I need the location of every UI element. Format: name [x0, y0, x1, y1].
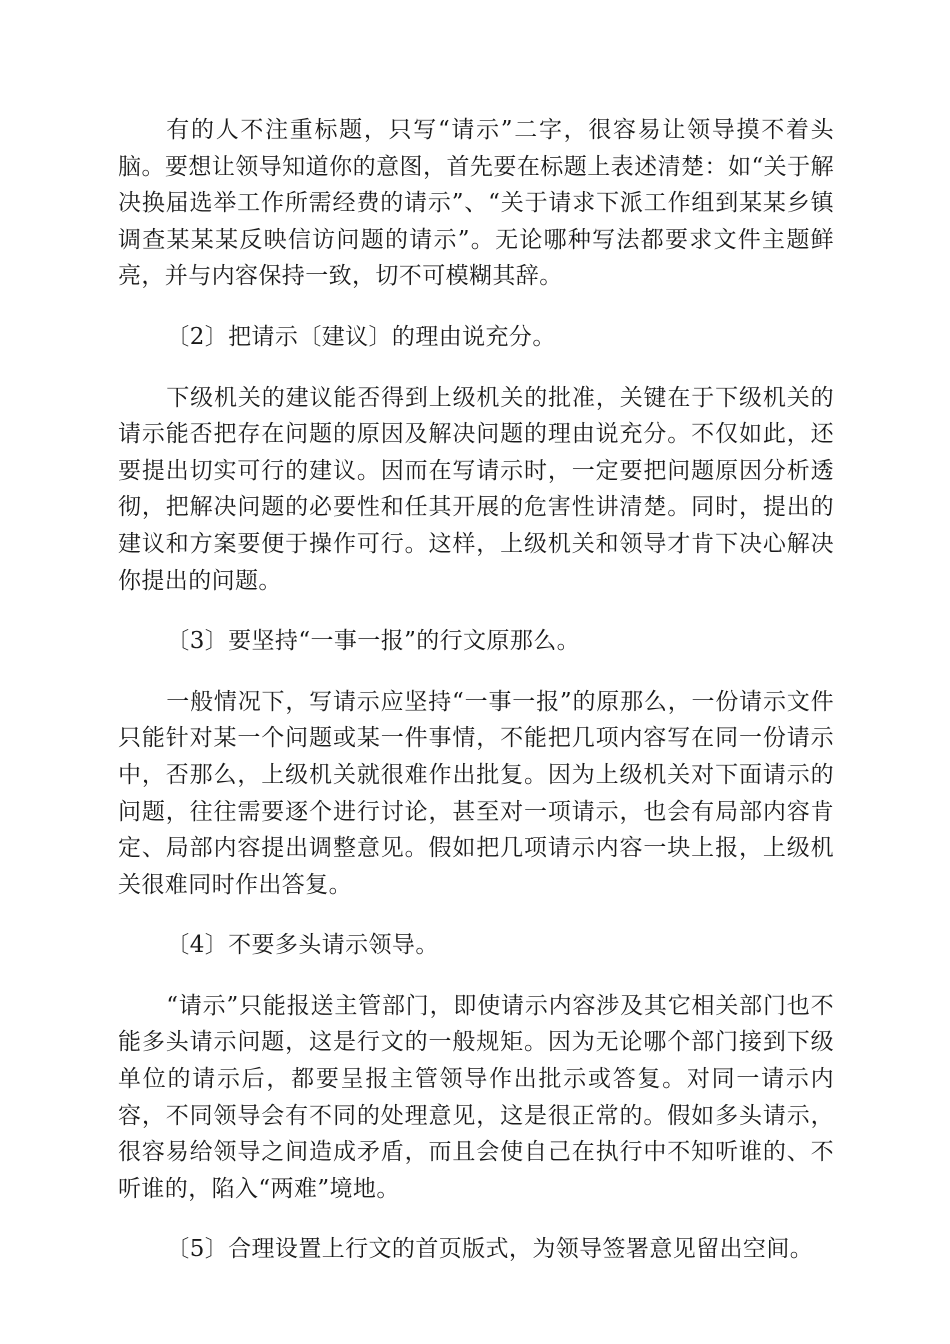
- paragraph-one-matter: 一般情况下，写请示应坚持“一事一报”的原那么，一份请示文件只能针对某一个问题或某一件事情，不能把几项内容写在同一份请示中，否那么，上级机关就很难作出批复。因为上级机关对下面请示的问题，往往需要逐个进行讨论，甚至对一项请示，也会有局部内容肯定、局部内容提出调整意见。假如把几项请示内容一块上报，上级机关很难同时作出答复。: [118, 688, 834, 898]
- heading-point-2: 〔2〕把请示〔建议〕的理由说充分。: [166, 323, 556, 350]
- paragraph-multiple-leaders: “请示”只能报送主管部门，即使请示内容涉及其它相关部门也不能多头请示问题，这是行文的一般规矩。因为无论哪个部门接到下级单位的请示后，都要呈报主管领导作出批示或答复。对同一请示内容，不同领导会有不同的处理意见，这是很正常的。假如多头请示，很容易给领导之间造成矛盾，而且会使自己在执行中不知听谁的、不听谁的，陷入“两难”境地。: [118, 992, 834, 1202]
- paragraph-reasons: 下级机关的建议能否得到上级机关的批准，关键在于下级机关的请示能否把存在问题的原因及解决问题的理由说充分。不仅如此，还要提出切实可行的建议。因而在写请示时，一定要把问题原因分析透彻，把解决问题的必要性和任其开展的危害性讲清楚。同时，提出的建议和方案要便于操作可行。这样，上级机关和领导才肯下决心解决你提出的问题。: [118, 384, 834, 594]
- heading-point-4: 〔4〕不要多头请示领导。: [166, 932, 439, 959]
- paragraph-title-clarity: 有的人不注重标题，只写“请示”二字，很容易让领导摸不着头脑。要想让领导知道你的意图，首先要在标题上表述清楚：如“关于解决换届选举工作所需经费的请示”、“关于请求下派工作组到某某乡镇调查某某某反映信访问题的请示”。无论哪种写法都要求文件主题鲜亮，并与内容保持一致，切不可模糊其辞。: [118, 117, 834, 290]
- document-body: [118, 112, 834, 1292]
- heading-point-5: 〔5〕合理设置上行文的首页版式，为领导签署意见留出空间。: [166, 1236, 814, 1263]
- heading-point-3: 〔3〕要坚持“一事一报”的行文原那么。: [166, 628, 581, 655]
